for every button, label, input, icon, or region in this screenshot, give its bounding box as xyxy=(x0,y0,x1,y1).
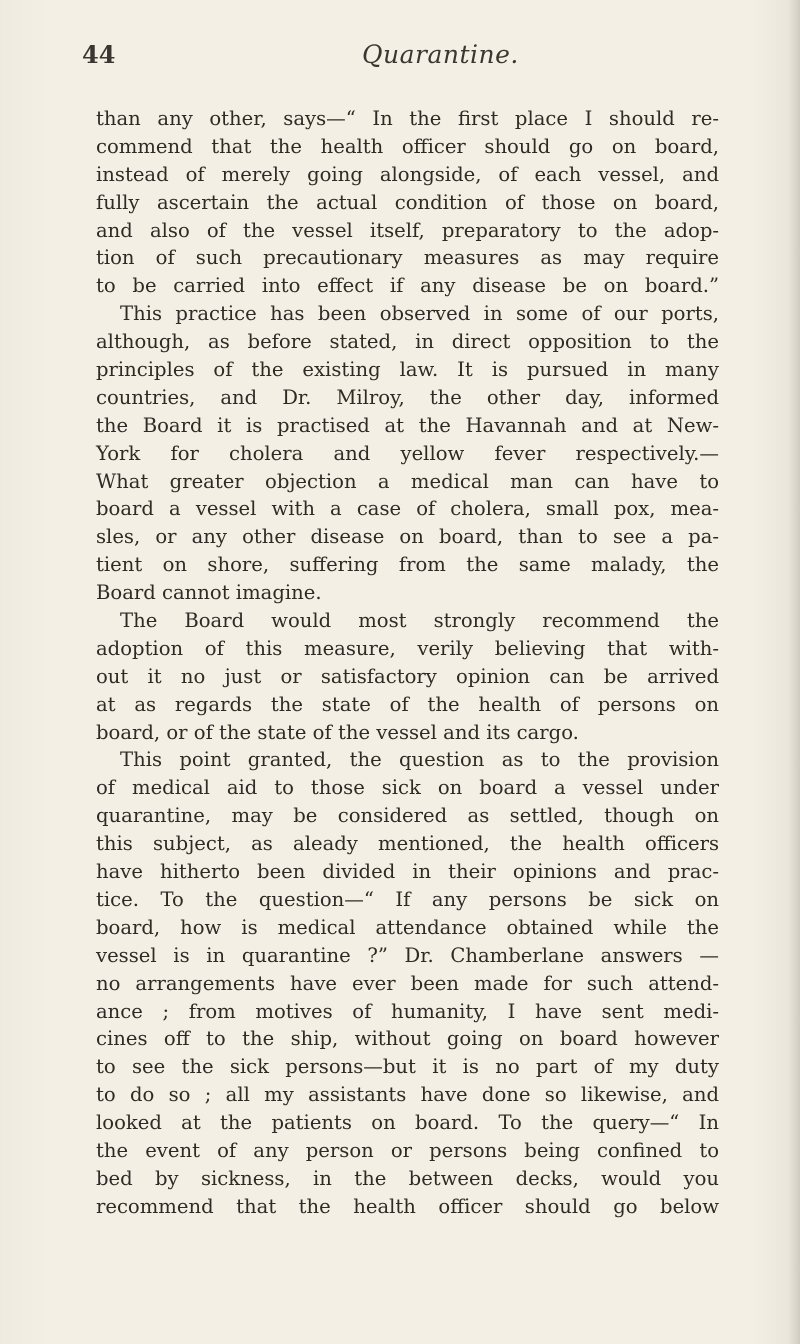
text-line: recommend that the health officer should go below xyxy=(96,1194,719,1218)
text-line: board a vessel with a case of cholera, small pox, mea- xyxy=(96,497,719,521)
text-line: board, or of the state of the vessel and its cargo. xyxy=(96,720,579,744)
text-line: principles of the existing law. It is pursued in many xyxy=(96,358,719,382)
text-line: instead of merely going alongside, of each vessel, and xyxy=(96,162,719,186)
text-line: this subject, as aleady mentioned, the health officers xyxy=(96,832,719,856)
text-line: the Board it is practised at the Havannah and at New- xyxy=(96,413,719,437)
text-line: at as regards the state of the health of persons on xyxy=(96,692,719,716)
running-head xyxy=(82,40,722,80)
text-line: tion of such precautionary measures as may require xyxy=(96,246,719,270)
text-line: of medical aid to those sick on board a vessel under xyxy=(96,776,719,800)
page-number: 44 xyxy=(82,40,116,69)
text-line: ance ; from motives of humanity, I have sent medi- xyxy=(96,999,719,1023)
text-line: have hitherto been divided in their opinions and prac- xyxy=(96,860,719,884)
text-line: The Board would most strongly recommend the xyxy=(120,609,719,633)
text-line: out it no just or satisfactory opinion can be arrived xyxy=(96,664,719,688)
text-line: vessel is in quarantine ?” Dr. Chamberlane answers — xyxy=(96,943,719,967)
text-line: tient on shore, suffering from the same malady, the xyxy=(96,553,719,577)
text-line: the event of any person or persons being confined to xyxy=(96,1138,719,1162)
page-edge-shadow xyxy=(788,0,800,1344)
text-line: cines off to the ship, without going on board however xyxy=(96,1027,719,1051)
text-line: to do so ; all my assistants have done so likewise, and xyxy=(96,1083,719,1107)
text-line: adoption of this measure, verily believing that with- xyxy=(96,636,719,660)
text-line: tice. To the question—“ If any persons be sick on xyxy=(96,887,719,911)
text-line: to be carried into effect if any disease be on board.” xyxy=(96,274,719,298)
text-line: to see the sick persons—but it is no part of my duty xyxy=(96,1055,719,1079)
text-line: quarantine, may be considered as settled, though on xyxy=(96,804,719,828)
text-line: fully ascertain the actual condition of those on board, xyxy=(96,190,719,214)
text-line: than any other, says—“ In the first place I should re- xyxy=(96,107,719,130)
text-line: countries, and Dr. Milroy, the other day, informed xyxy=(96,385,719,409)
text-line: bed by sickness, in the between decks, would you xyxy=(96,1166,719,1190)
text-line: although, as before stated, in direct opposition to the xyxy=(96,330,719,354)
text-line: What greater objection a medical man can have to xyxy=(96,469,719,493)
text-line: commend that the health officer should go on board, xyxy=(96,134,719,158)
text-line: This point granted, the question as to the provision xyxy=(120,748,719,772)
text-line: This practice has been observed in some of our ports, xyxy=(120,302,719,326)
text-line: looked at the patients on board. To the query—“ In xyxy=(96,1111,719,1135)
text-line: sles, or any other disease on board, than to see a pa- xyxy=(96,525,719,549)
text-line: York for cholera and yellow fever respectively.— xyxy=(96,441,719,465)
text-line: no arrangements have ever been made for such attend- xyxy=(96,971,719,995)
running-title: Quarantine. xyxy=(362,40,519,69)
text-line: Board cannot imagine. xyxy=(96,581,322,605)
text-line: board, how is medical attendance obtained while the xyxy=(96,915,719,939)
body-text xyxy=(96,105,719,1221)
text-line: and also of the vessel itself, preparatory to the adop- xyxy=(96,218,719,242)
